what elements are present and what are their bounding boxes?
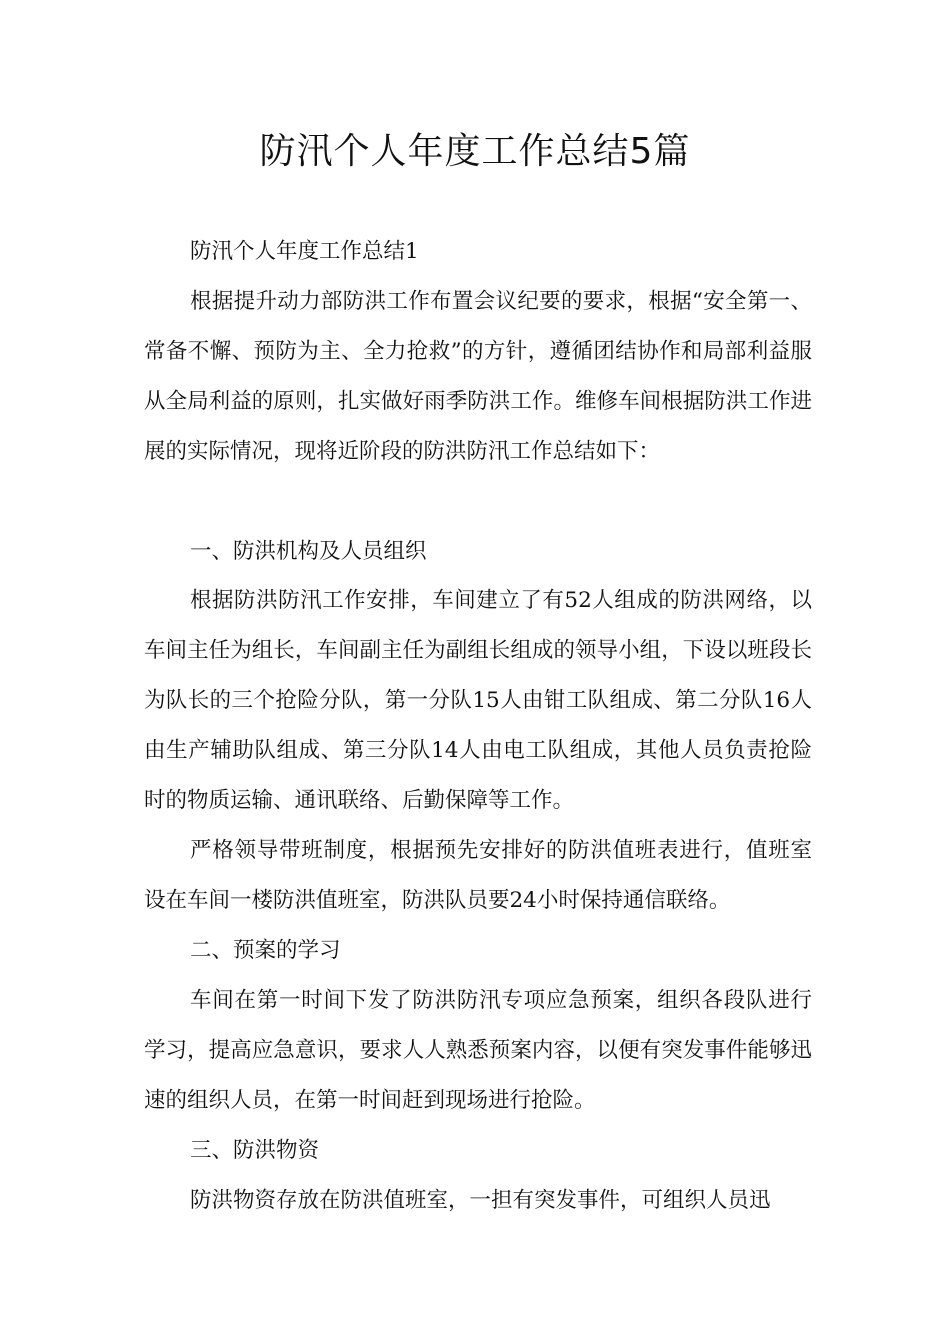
document-subtitle: 防汛个人年度工作总结1	[190, 239, 419, 264]
section-heading-materials: 三、防洪物资	[190, 1138, 320, 1163]
section-heading-organization: 一、防洪机构及人员组织	[190, 539, 427, 564]
section3-paragraph-materials: 防洪物资存放在防洪值班室，一担有突发事件，可组织人员迅	[190, 1188, 771, 1213]
section2-paragraph-plan: 车间在第一时间下发了防洪防汛专项应急预案，组织各段队进行学习，提高应急意识，要求人人熟悉预案内容，以便有突发事件能够迅速的组织人员，在第一时间赶到现场进行抢险。	[144, 988, 812, 1113]
document-title: 防汛个人年度工作总结5篇	[259, 131, 691, 172]
section1-paragraph-network: 根据防洪防汛工作安排，车间建立了有52人组成的防洪网络，以车间主任为组长，车间副主任为副组长组成的领导小组，下设以班段长为队长的三个抢险分队，第一分队15人由钳工队组成、第二分队16人由生产辅助队组成、第三分队14人由电工队组成，其他人员负责抢险时的物质运输、通讯联络、后勤保障等工作。	[144, 588, 812, 813]
section-heading-plan-study: 二、预案的学习	[190, 938, 341, 963]
intro-paragraph: 根据提升动力部防洪工作布置会议纪要的要求，根据“安全第一、常备不懈、预防为主、全力抢救”的方针，遵循团结协作和局部利益服从全局利益的原则，扎实做好雨季防洪工作。维修车间根据防洪工作进展的实际情况，现将近阶段的防洪防汛工作总结如下：	[144, 289, 812, 464]
section1-paragraph-duty: 严格领导带班制度，根据预先安排好的防洪值班表进行，值班室设在车间一楼防洪值班室，防洪队员要24小时保持通信联络。	[144, 838, 812, 913]
